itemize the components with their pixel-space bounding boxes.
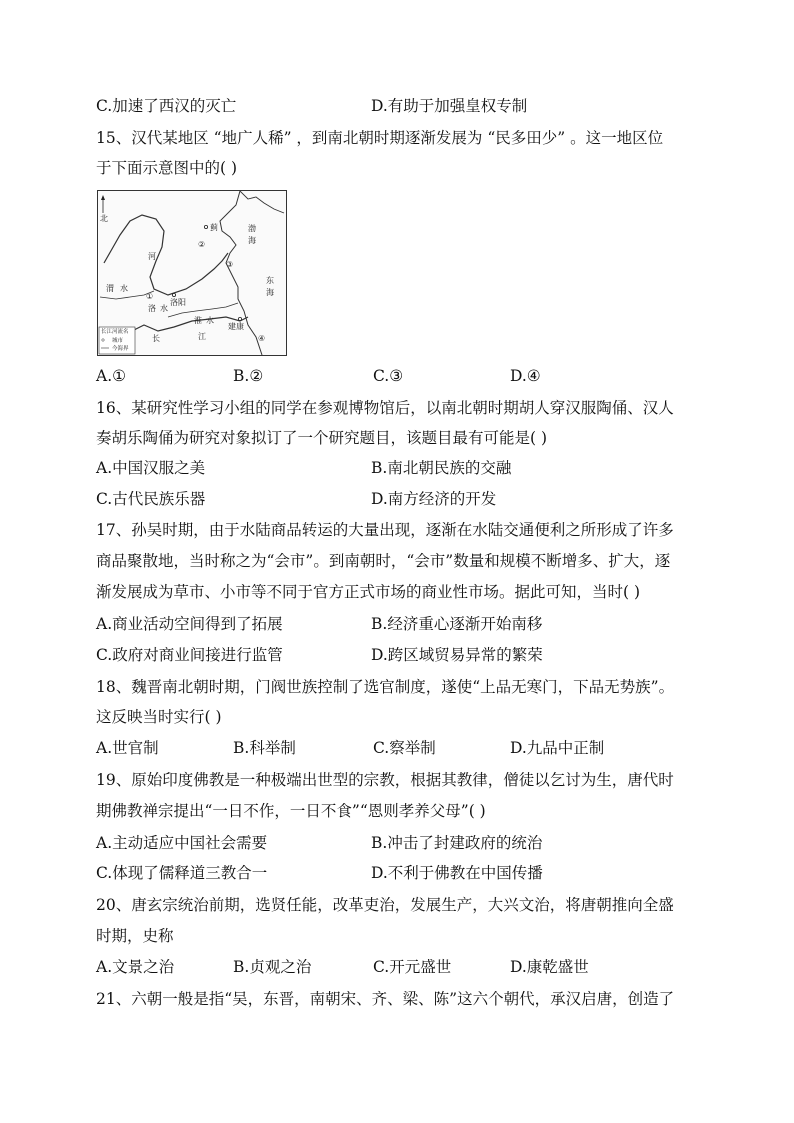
map-river-label: 长 — [152, 334, 160, 343]
map-legend-city: 城市 — [112, 338, 124, 344]
q16-option-c[interactable]: C.古代民族乐器 — [96, 490, 206, 508]
q15-map-figure — [97, 190, 287, 356]
map-marker-1: ① — [146, 292, 154, 301]
map-river-label: 水 — [160, 304, 168, 313]
map-sea-label: 海 — [266, 288, 274, 297]
q16-option-a[interactable]: A.中国汉服之美 — [96, 459, 206, 477]
map-river-label: 水 — [120, 284, 128, 293]
q20-stem-line2: 时期，史称 — [96, 927, 174, 945]
map-river-label: 水 — [206, 316, 214, 325]
q15-option-d[interactable]: D.④ — [510, 367, 541, 385]
map-place-luoyang: 洛阳 — [170, 298, 186, 307]
map-sea-label: 海 — [248, 236, 256, 245]
q18-option-d[interactable]: D.九品中正制 — [510, 739, 605, 757]
city-jiankang-marker — [238, 317, 241, 320]
city-ji-marker — [204, 225, 207, 228]
map-river-label: 河 — [148, 252, 156, 261]
map-legend-sample: 长江 — [101, 329, 113, 335]
q20-option-c[interactable]: C.开元盛世 — [373, 958, 452, 976]
q17-option-d[interactable]: D.跨区域贸易异常的繁荣 — [371, 646, 543, 664]
q19-option-c[interactable]: C.体现了儒释道三教合一 — [96, 864, 268, 882]
q21-stem-line1: 21、六朝一般是指“吴，东晋，南朝宋、齐、梁、陈”这六个朝代，承汉启唐，创造了 — [96, 990, 675, 1008]
map-legend-river: 河流名 — [112, 329, 129, 335]
map-place-ji: 蓟 — [210, 223, 218, 232]
q18-option-b[interactable]: B.科举制 — [233, 739, 296, 757]
q16-stem-line1: 16、某研究性学习小组的同学在参观博物馆后，以南北朝时期胡人穿汉服陶俑、汉人 — [96, 399, 674, 417]
q19-stem-line1: 19、原始印度佛教是一种极端出世型的宗教，根据其教律，僧徒以乞讨为生，唐代时 — [96, 771, 674, 789]
q16-stem-line2: 奏胡乐陶俑为研究对象拟订了一个研究题目，该题目最有可能是( ) — [96, 429, 548, 447]
q18-option-a[interactable]: A.世官制 — [96, 739, 159, 757]
map-river-label: 渭 — [106, 284, 114, 293]
q20-option-b[interactable]: B.贞观之治 — [233, 958, 312, 976]
q18-option-c[interactable]: C.察举制 — [373, 739, 436, 757]
q17-option-c[interactable]: C.政府对商业间接进行监管 — [96, 646, 283, 664]
q14-option-c[interactable]: C.加速了西汉的灭亡 — [96, 97, 237, 115]
q16-option-b[interactable]: B.南北朝民族的交融 — [371, 459, 512, 477]
map-place-jiankang: 建康 — [228, 322, 244, 331]
map-river-label: 洛 — [148, 304, 156, 313]
q18-stem-line2: 这反映当时实行( ) — [96, 708, 222, 726]
q15-map-svg — [98, 191, 286, 355]
q19-option-b[interactable]: B.冲击了封建政府的统治 — [371, 834, 543, 852]
map-sea-label: 东 — [266, 276, 274, 285]
city-luoyang-marker — [172, 293, 175, 296]
q19-option-a[interactable]: A.主动适应中国社会需要 — [96, 834, 268, 852]
map-river-label: 淮 — [194, 316, 202, 325]
q15-option-a[interactable]: A.① — [96, 367, 127, 385]
q14-option-d[interactable]: D.有助于加强皇权专制 — [371, 97, 528, 115]
map-marker-4: ④ — [258, 334, 266, 343]
map-marker-3: ③ — [226, 260, 234, 269]
q15-option-c[interactable]: C.③ — [373, 367, 404, 385]
q17-option-a[interactable]: A.商业活动空间得到了拓展 — [96, 615, 283, 633]
q20-option-a[interactable]: A.文景之治 — [96, 958, 175, 976]
q19-option-d[interactable]: D.不利于佛教在中国传播 — [371, 864, 543, 882]
q17-stem-line3: 渐发展成为草市、小市等不同于官方正式市场的商业性市场。据此可知，当时( ) — [96, 583, 641, 601]
q20-option-d[interactable]: D.康乾盛世 — [510, 958, 589, 976]
q15-stem-line1: 15、汉代某地区 “地广人稀” ，到南北朝时期逐渐发展为 “民多田少” 。这一地区位 — [96, 129, 664, 147]
q15-option-b[interactable]: B.② — [233, 367, 264, 385]
q17-option-b[interactable]: B.经济重心逐渐开始南移 — [371, 615, 543, 633]
q16-option-d[interactable]: D.南方经济的开发 — [371, 490, 497, 508]
q15-stem-line2: 于下面示意图中的( ) — [96, 159, 238, 177]
map-marker-2: ② — [198, 240, 206, 249]
q17-stem-line1: 17、孙吴时期，由于水陆商品转运的大量出现，逐渐在水陆交通便利之所形成了许多 — [96, 521, 674, 539]
q18-stem-line1: 18、魏晋南北朝时期，门阀世族控制了选官制度，遂使“上品无寒门，下品无势族”。 — [96, 678, 675, 696]
map-river-label: 江 — [198, 332, 206, 341]
map-legend-border: 今海界 — [112, 346, 129, 352]
q17-stem-line2: 商品聚散地，当时称之为“会市”。到南朝时，“会市”数量和规模不断增多、扩大，逐 — [96, 552, 671, 570]
map-sea-label: 渤 — [248, 224, 256, 233]
q20-stem-line1: 20、唐玄宗统治前期，选贤任能，改革吏治，发展生产，大兴文治，将唐朝推向全盛 — [96, 896, 674, 914]
q19-stem-line2: 期佛教禅宗提出“一日不作，一日不食”“恩则孝养父母”( ) — [96, 802, 486, 820]
map-north: 北 — [100, 214, 108, 223]
